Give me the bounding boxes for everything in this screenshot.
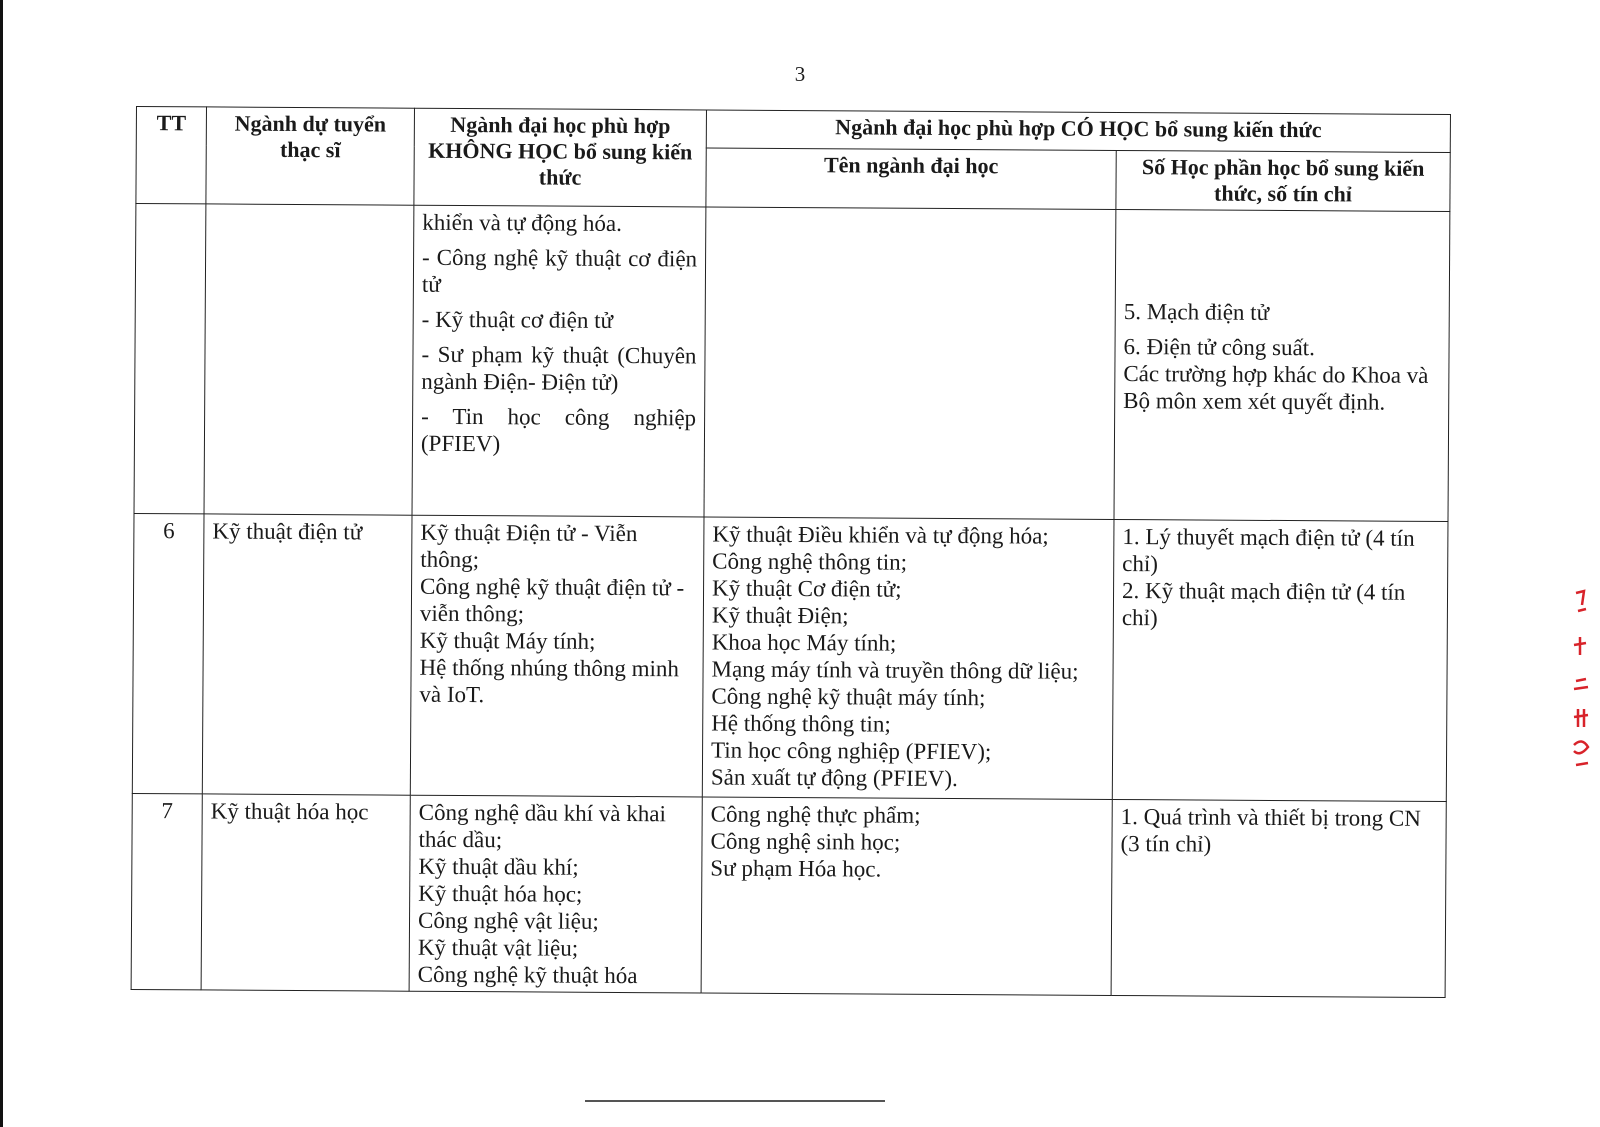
list-item: 5. Mạch điện tử <box>1123 299 1270 325</box>
row-major: Kỹ thuật hóa học <box>201 794 410 991</box>
row-with-supplement <box>704 207 1116 519</box>
list-item: Kỹ thuật Cơ điện tử; <box>711 575 902 602</box>
list-item: Sư phạm Hóa học. <box>710 855 882 882</box>
list-item: - Kỹ thuật cơ điện tử <box>421 306 614 333</box>
row-with-supplement <box>701 797 1112 996</box>
list-item: Kỹ thuật dầu khí; <box>418 853 579 880</box>
table-row <box>132 513 1448 801</box>
list-item: - Công nghệ kỹ thuật cơ điện tử <box>421 244 698 297</box>
header-major: Ngành dự tuyển thạc sĩ <box>206 107 415 205</box>
list-item: Các trường hợp khác do Khoa và Bộ môn xem xét quyết định. <box>1123 361 1429 415</box>
row-courses <box>1111 799 1446 997</box>
list-item: Mạng máy tính và truyền thông dữ liệu; <box>711 656 1079 684</box>
admission-table <box>131 106 1451 998</box>
row-courses <box>1114 209 1450 521</box>
page-number: 3 <box>794 62 806 86</box>
list-item: - Tin học công nghiệp (PFIEV) <box>420 403 697 457</box>
row-major: Kỹ thuật điện tử <box>202 514 412 795</box>
list-item: Công nghệ sinh học; <box>710 828 901 855</box>
list-item: Kỹ thuật Điều khiển và tự động hóa; <box>712 521 1049 549</box>
list-item: - Sư phạm kỹ thuật (Chuyên ngành Điện- Điện tử) <box>421 341 697 395</box>
list-item: 1. Lý thuyết mạch điện tử (4 tín chỉ) <box>1122 524 1415 577</box>
header-courses: Số Học phần học bổ sung kiến thức, số tín chỉ <box>1116 150 1450 211</box>
scan-left-edge <box>0 0 3 1127</box>
row-tt: 6 <box>132 513 204 793</box>
list-item: Công nghệ kỹ thuật máy tính; <box>711 683 986 711</box>
list-item: Công nghệ thực phẩm; <box>710 801 921 828</box>
row-no-supplement <box>412 205 706 517</box>
list-item: Sản xuất tự động (PFIEV). <box>710 764 958 792</box>
list-item: Hệ thống thông tin; <box>711 710 891 737</box>
list-item: Kỹ thuật hóa học; <box>418 880 583 907</box>
list-item: Kỹ thuật Điện; <box>711 602 849 629</box>
list-item: Hệ thống nhúng thông minh và IoT. <box>419 654 680 708</box>
list-item: Kỹ thuật vật liệu; <box>417 934 579 961</box>
row-tt <box>134 204 206 514</box>
list-item: 2. Kỹ thuật mạch điện tử (4 tín chỉ) <box>1121 578 1406 631</box>
list-item: khiển và tự động hóa. <box>422 209 622 236</box>
list-item: Công nghệ thông tin; <box>712 548 908 575</box>
stamp-mark <box>1570 585 1592 775</box>
row-no-supplement <box>410 515 704 797</box>
row-tt: 7 <box>131 793 202 989</box>
list-item: Công nghệ kỹ thuật hóa <box>417 961 638 989</box>
list-item: Tin học công nghiệp (PFIEV); <box>711 737 992 765</box>
table-row <box>134 204 1450 522</box>
row-no-supplement <box>409 795 702 993</box>
list-item: 1. Quá trình và thiết bị trong CN (3 tín chỉ) <box>1120 804 1421 857</box>
header-no-supplement: Ngành đại học phù hợp KHÔNG HỌC bổ sung kiến thức <box>414 108 707 207</box>
list-item: Công nghệ kỹ thuật điện tử - viễn thông; <box>419 573 685 627</box>
header-undergrad-name: Tên ngành đại học <box>706 148 1116 210</box>
table-row <box>131 793 1446 997</box>
stamp-edge-graphic <box>1570 585 1592 775</box>
header-tt: TT <box>136 107 207 204</box>
row-major <box>204 204 414 515</box>
list-item: Kỹ thuật Máy tính; <box>419 627 596 654</box>
list-item: Khoa học Máy tính; <box>711 629 897 656</box>
header-with-supplement: Ngành đại học phù hợp CÓ HỌC bổ sung kiến thức <box>706 110 1450 153</box>
list-item: Kỹ thuật Điện tử - Viễn thông; <box>420 519 638 573</box>
list-item: Công nghệ vật liệu; <box>417 907 599 934</box>
list-item: 6. Điện tử công suất. <box>1123 334 1315 361</box>
list-item: Công nghệ dầu khí và khai thác dầu; <box>418 799 666 853</box>
bottom-rule <box>585 1100 885 1102</box>
row-with-supplement <box>702 517 1114 799</box>
row-courses <box>1112 519 1448 801</box>
